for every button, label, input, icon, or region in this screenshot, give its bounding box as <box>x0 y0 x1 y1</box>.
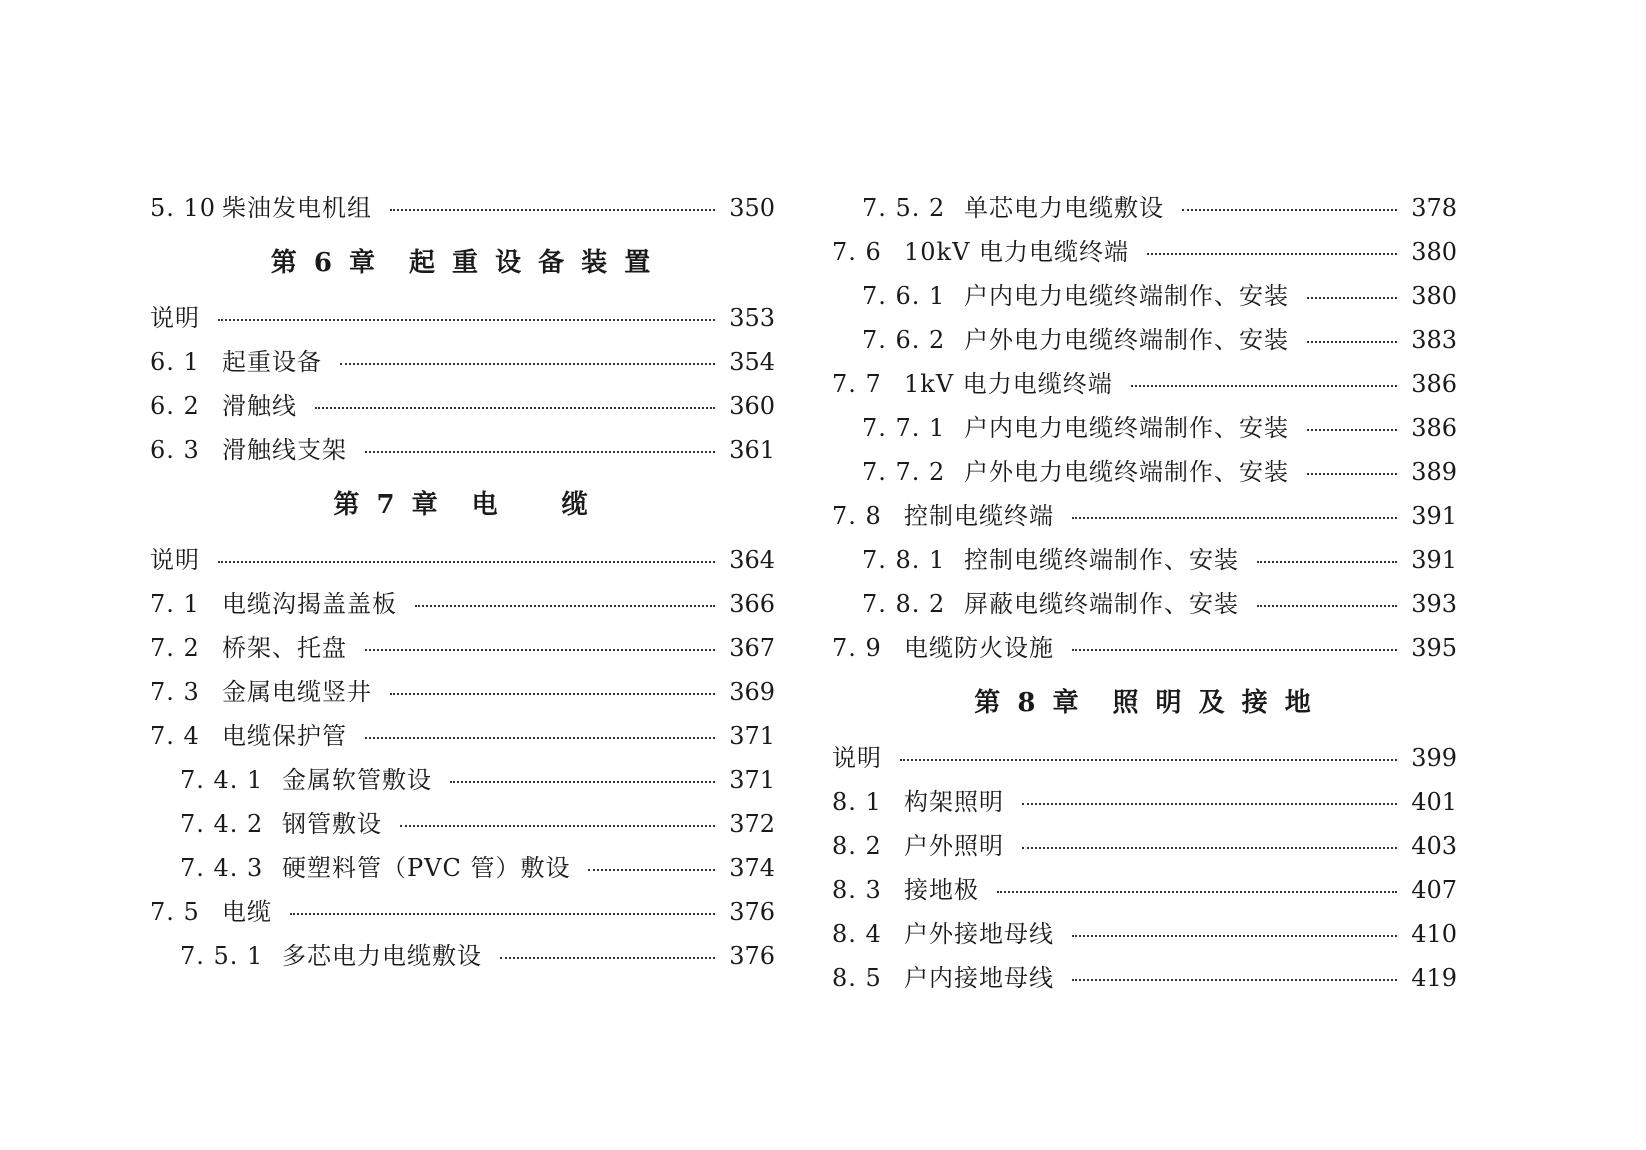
toc-entry[interactable] <box>832 274 1457 318</box>
page-number: 376 <box>729 898 775 926</box>
dot-leader <box>1257 605 1397 607</box>
page-number: 380 <box>1411 238 1457 266</box>
section-number: 7. 8. 1 <box>862 546 946 574</box>
page-number: 383 <box>1411 326 1457 354</box>
dot-leader <box>1072 979 1397 981</box>
page-number: 374 <box>729 854 775 882</box>
dot-leader <box>500 957 715 959</box>
dot-leader <box>588 869 715 871</box>
section-title: 屏蔽电缆终端制作、安装 <box>964 590 1239 618</box>
section-title: 硬塑料管（PVC 管）敷设 <box>282 854 571 882</box>
section-number: 7. 7 <box>832 370 882 398</box>
dot-leader <box>400 825 715 827</box>
chapter-heading: 第 6 章 起 重 设 备 装 置 <box>270 248 655 278</box>
dot-leader <box>390 693 715 695</box>
section-title: 单芯电力电缆敷设 <box>964 194 1164 222</box>
dot-leader <box>1072 517 1397 519</box>
toc-entry[interactable] <box>150 890 775 934</box>
page-number: 386 <box>1411 414 1457 442</box>
section-number: 7. 5. 2 <box>862 194 946 222</box>
dot-leader <box>450 781 715 783</box>
dot-leader <box>365 737 715 739</box>
toc-entry[interactable] <box>832 186 1457 230</box>
section-title: 控制电缆终端 <box>904 502 1054 530</box>
dot-leader <box>1131 385 1397 387</box>
dot-leader <box>1022 847 1397 849</box>
dot-leader <box>218 319 715 321</box>
toc-entry[interactable] <box>150 296 775 340</box>
section-number: 8. 1 <box>832 788 882 816</box>
dot-leader <box>997 891 1397 893</box>
dot-leader <box>1307 297 1397 299</box>
section-title: 说明 <box>832 744 882 772</box>
toc-entry[interactable] <box>150 428 775 472</box>
toc-entry[interactable] <box>832 406 1457 450</box>
section-number: 7. 8. 2 <box>862 590 946 618</box>
section-title: 构架照明 <box>904 788 1004 816</box>
dot-leader <box>900 759 1397 761</box>
section-title: 起重设备 <box>222 348 322 376</box>
dot-leader <box>1022 803 1397 805</box>
section-number: 7. 2 <box>150 634 200 662</box>
section-title: 柴油发电机组 <box>222 194 372 222</box>
section-number: 7. 3 <box>150 678 200 706</box>
dot-leader <box>1257 561 1397 563</box>
section-title: 滑触线支架 <box>222 436 347 464</box>
page-number: 364 <box>729 546 775 574</box>
page-number: 410 <box>1411 920 1457 948</box>
section-title: 金属软管敷设 <box>282 766 432 794</box>
section-number: 7. 8 <box>832 502 882 530</box>
section-title: 户外接地母线 <box>904 920 1054 948</box>
toc-entry[interactable] <box>150 626 775 670</box>
dot-leader <box>390 209 715 211</box>
page-number: 369 <box>729 678 775 706</box>
toc-entry[interactable] <box>150 582 775 626</box>
section-number: 7. 5. 1 <box>180 942 264 970</box>
page-number: 378 <box>1411 194 1457 222</box>
section-number: 8. 5 <box>832 964 882 992</box>
dot-leader <box>1307 341 1397 343</box>
section-number: 7. 4. 3 <box>180 854 264 882</box>
toc-left-column <box>150 186 775 978</box>
page-number: 371 <box>729 766 775 794</box>
page-number: 350 <box>729 194 775 222</box>
dot-leader <box>340 363 715 365</box>
toc-entry[interactable] <box>832 538 1457 582</box>
toc-entry[interactable] <box>150 384 775 428</box>
toc-entry[interactable] <box>150 802 775 846</box>
section-number: 7. 5 <box>150 898 200 926</box>
toc-entry[interactable] <box>832 450 1457 494</box>
toc-entry[interactable] <box>832 912 1457 956</box>
section-number: 6. 1 <box>150 348 200 376</box>
toc-entry[interactable] <box>832 582 1457 626</box>
chapter-heading: 第 8 章 照 明 及 接 地 <box>974 688 1315 718</box>
section-title: 金属电缆竖井 <box>222 678 372 706</box>
toc-entry[interactable] <box>832 956 1457 1000</box>
page-number: 419 <box>1411 964 1457 992</box>
toc-entry[interactable] <box>150 846 775 890</box>
toc-entry[interactable] <box>832 494 1457 538</box>
dot-leader <box>1307 429 1397 431</box>
toc-entry[interactable] <box>832 868 1457 912</box>
section-number: 7. 6 <box>832 238 882 266</box>
section-number: 7. 4. 1 <box>180 766 264 794</box>
page-number: 380 <box>1411 282 1457 310</box>
section-title: 电缆保护管 <box>222 722 347 750</box>
section-number: 7. 4 <box>150 722 200 750</box>
page-number: 399 <box>1411 744 1457 772</box>
section-title: 多芯电力电缆敷设 <box>282 942 482 970</box>
toc-entry[interactable] <box>150 714 775 758</box>
section-title: 接地极 <box>904 876 979 904</box>
page-number: 372 <box>729 810 775 838</box>
toc-entry[interactable] <box>832 780 1457 824</box>
dot-leader <box>1307 473 1397 475</box>
section-title: 说明 <box>150 546 200 574</box>
section-title: 说明 <box>150 304 200 332</box>
dot-leader <box>415 605 715 607</box>
dot-leader <box>1072 649 1397 651</box>
dot-leader <box>315 407 715 409</box>
toc-entry[interactable] <box>150 670 775 714</box>
page-number: 401 <box>1411 788 1457 816</box>
section-title: 滑触线 <box>222 392 297 420</box>
section-title: 户外照明 <box>904 832 1004 860</box>
toc-entry[interactable] <box>832 824 1457 868</box>
section-number: 8. 2 <box>832 832 882 860</box>
section-title: 户内接地母线 <box>904 964 1054 992</box>
dot-leader <box>365 451 715 453</box>
section-title: 户内电力电缆终端制作、安装 <box>964 414 1289 442</box>
section-number: 6. 3 <box>150 436 200 464</box>
dot-leader <box>290 913 715 915</box>
section-title: 控制电缆终端制作、安装 <box>964 546 1239 574</box>
page-number: 353 <box>729 304 775 332</box>
section-number: 7. 7. 2 <box>862 458 946 486</box>
page-number: 391 <box>1411 546 1457 574</box>
toc-entry[interactable] <box>150 340 775 384</box>
page-number: 371 <box>729 722 775 750</box>
dot-leader <box>218 561 715 563</box>
section-number: 7. 7. 1 <box>862 414 946 442</box>
section-number: 6. 2 <box>150 392 200 420</box>
toc-entry[interactable] <box>150 758 775 802</box>
section-title: 电缆沟揭盖盖板 <box>222 590 397 618</box>
toc-entry[interactable] <box>150 538 775 582</box>
page-number: 391 <box>1411 502 1457 530</box>
section-title: 钢管敷设 <box>282 810 382 838</box>
section-title: 户外电力电缆终端制作、安装 <box>964 458 1289 486</box>
page-number: 389 <box>1411 458 1457 486</box>
section-number: 8. 4 <box>832 920 882 948</box>
section-title: 10kV 电力电缆终端 <box>904 238 1130 266</box>
toc-right-column <box>832 186 1457 1000</box>
page-number: 403 <box>1411 832 1457 860</box>
section-number: 7. 9 <box>832 634 882 662</box>
page-number: 354 <box>729 348 775 376</box>
page-number: 407 <box>1411 876 1457 904</box>
toc-entry[interactable] <box>150 186 775 230</box>
page-number: 360 <box>729 392 775 420</box>
section-number: 7. 4. 2 <box>180 810 264 838</box>
section-title: 桥架、托盘 <box>222 634 347 662</box>
section-number: 7. 6. 2 <box>862 326 946 354</box>
section-title: 电缆 <box>222 898 272 926</box>
section-title: 户外电力电缆终端制作、安装 <box>964 326 1289 354</box>
toc-entry[interactable] <box>832 318 1457 362</box>
page-number: 366 <box>729 590 775 618</box>
section-title: 1kV 电力电缆终端 <box>904 370 1113 398</box>
section-number: 7. 6. 1 <box>862 282 946 310</box>
dot-leader <box>1182 209 1397 211</box>
section-number: 5. 10 <box>150 194 217 222</box>
page-number: 386 <box>1411 370 1457 398</box>
toc-entry[interactable] <box>832 362 1457 406</box>
page-number: 361 <box>729 436 775 464</box>
page-number: 376 <box>729 942 775 970</box>
toc-entry[interactable] <box>832 230 1457 274</box>
section-number: 7. 1 <box>150 590 200 618</box>
section-title: 户内电力电缆终端制作、安装 <box>964 282 1289 310</box>
section-title: 电缆防火设施 <box>904 634 1054 662</box>
page-number: 367 <box>729 634 775 662</box>
section-number: 8. 3 <box>832 876 882 904</box>
toc-entry[interactable] <box>832 736 1457 780</box>
dot-leader <box>365 649 715 651</box>
dot-leader <box>1072 935 1397 937</box>
page-number: 393 <box>1411 590 1457 618</box>
page-number: 395 <box>1411 634 1457 662</box>
toc-entry[interactable] <box>150 934 775 978</box>
toc-entry[interactable] <box>832 626 1457 670</box>
chapter-heading: 第 7 章 电 缆 <box>333 490 592 520</box>
dot-leader <box>1147 253 1397 255</box>
